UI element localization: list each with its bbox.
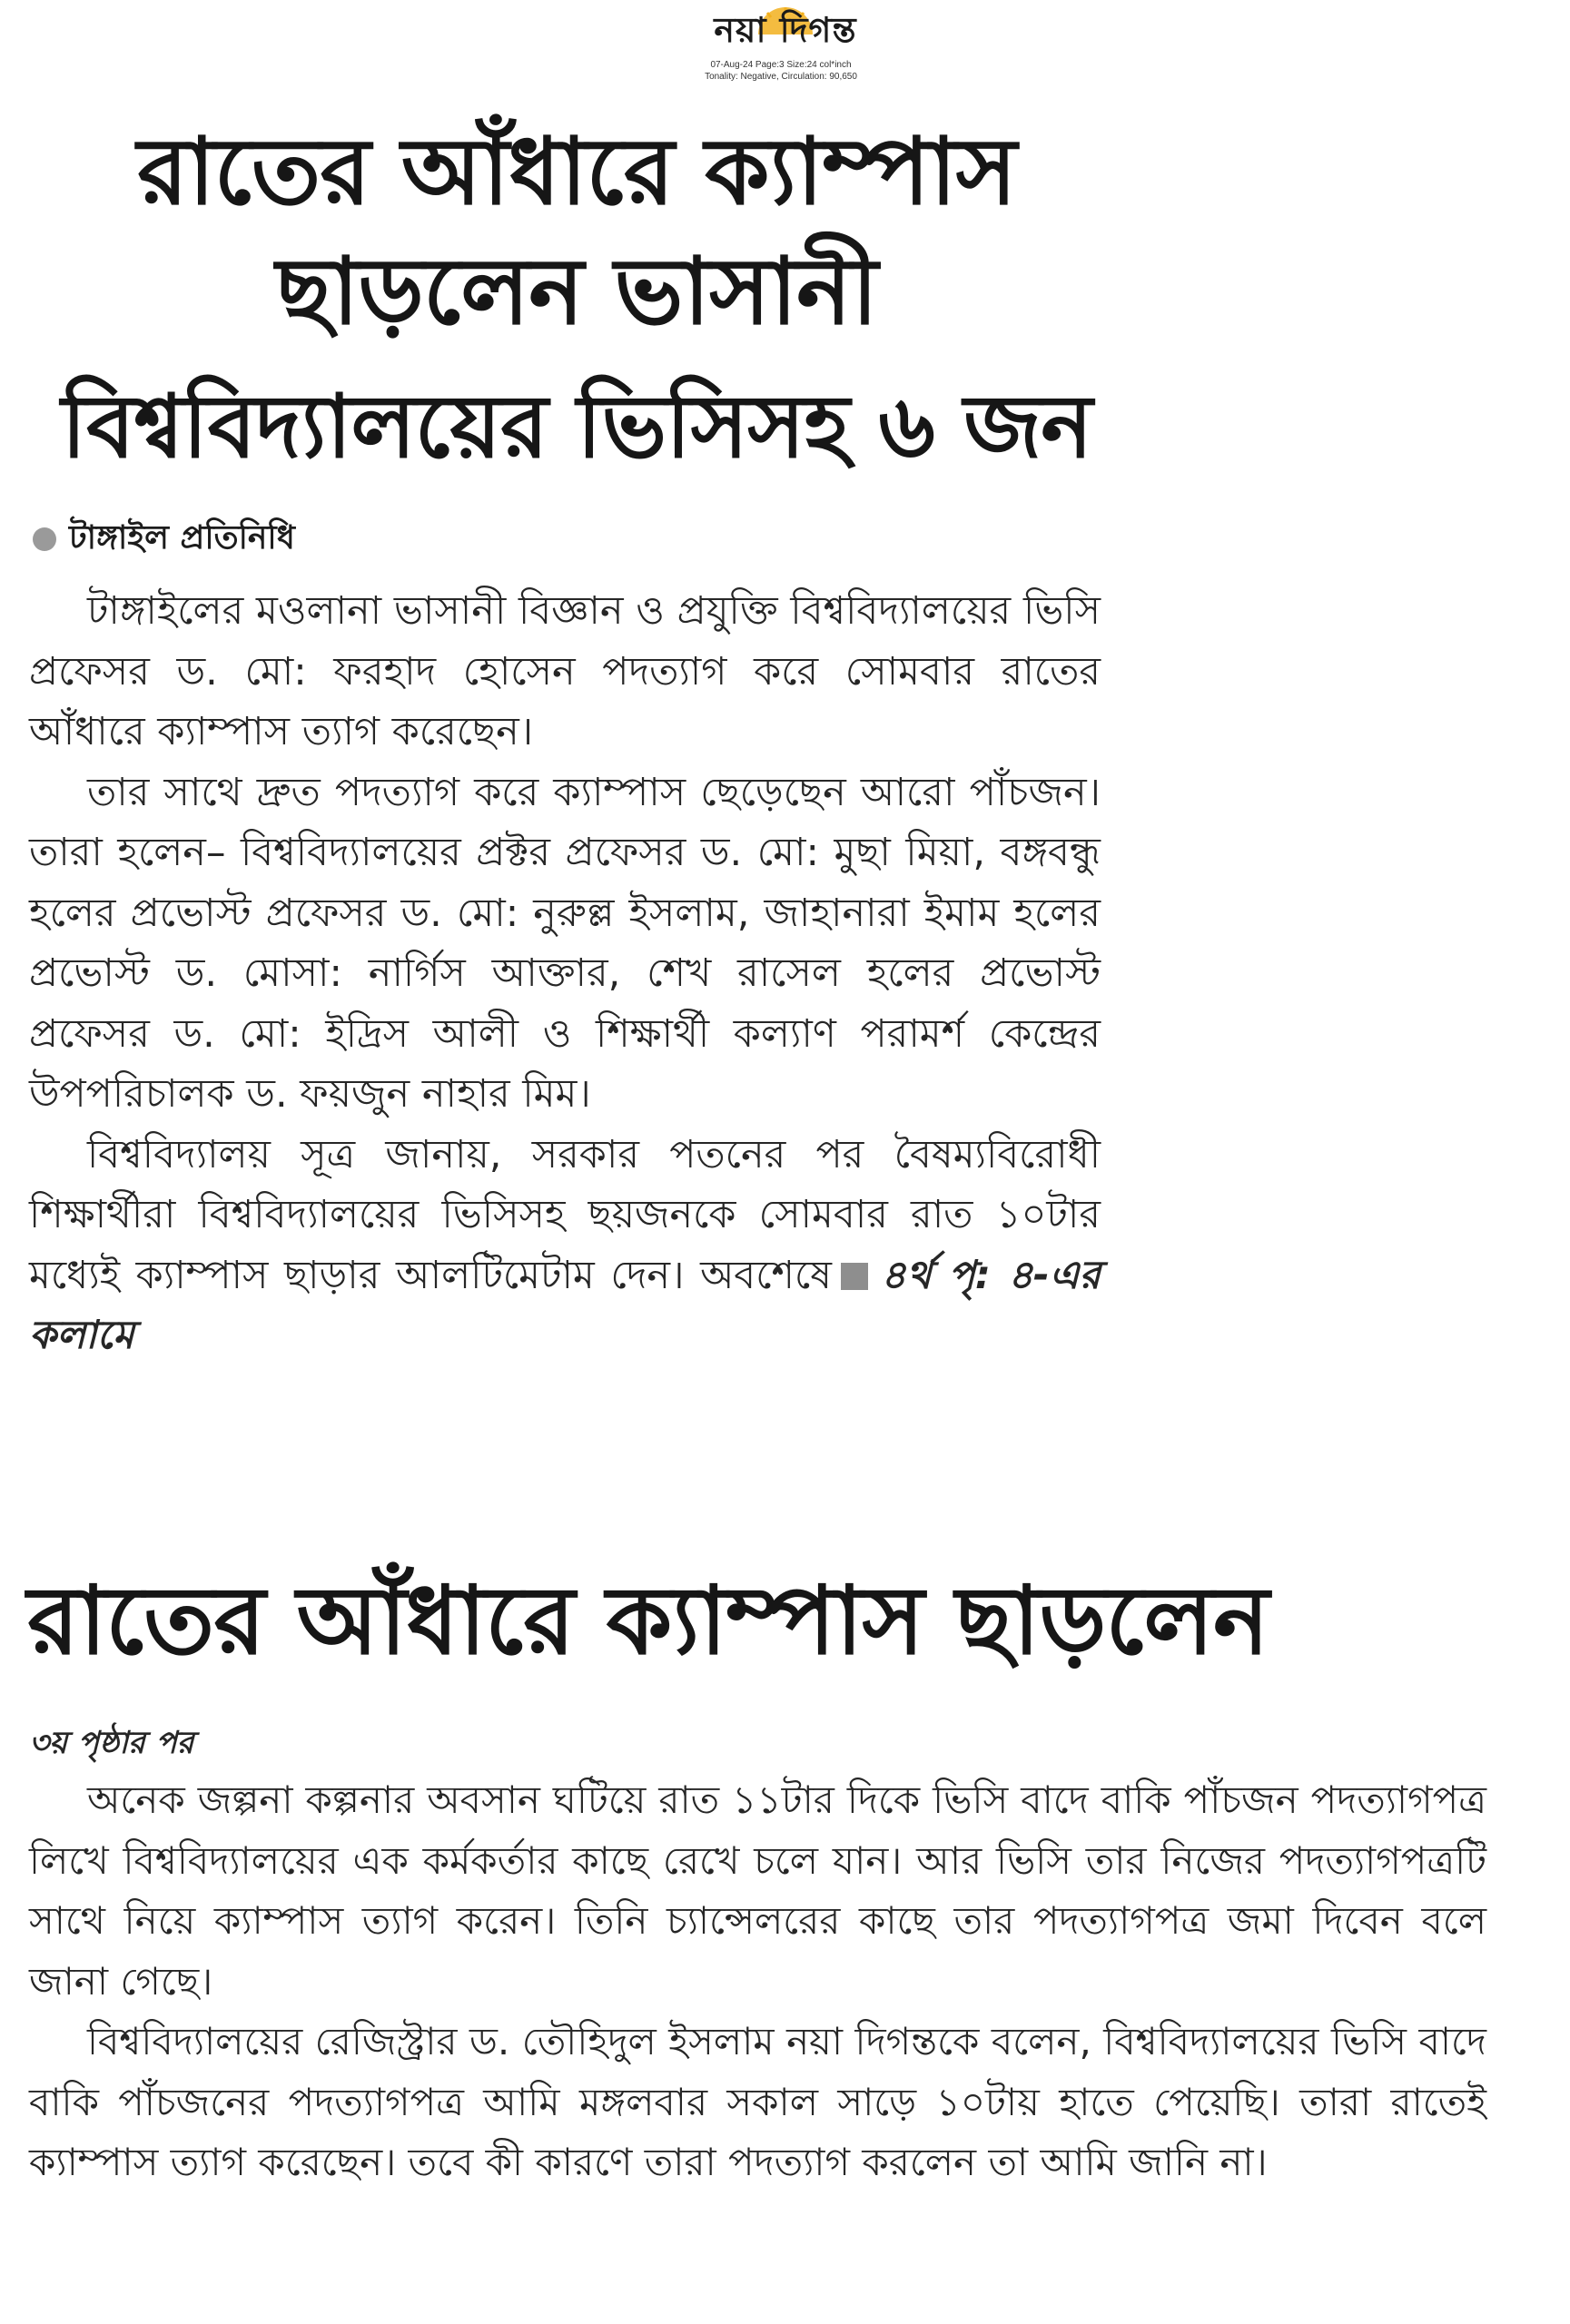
bullet-icon (33, 527, 56, 551)
continued-from-label: ৩য় পৃষ্ঠার পর (29, 1725, 194, 1761)
jump-reference: ৪র্থ পৃ: ৪-এর কলামে (29, 1252, 1101, 1358)
paragraph-text: বিশ্ববিদ্যালয় সূত্র জানায়, সরকার পতনের পর বৈষম্যবিরোধী শিক্ষার্থীরা বিশ্ববিদ্যালয়ের ভিসিসহ ছয়জনকে সোমবার রাত ১০টার মধ্যেই ক্যাম্পাস ছাড়ার আলটিমেটাম দেন। অবশেষে (29, 1131, 1101, 1298)
article-body (29, 581, 1101, 1366)
paragraph (29, 1125, 1101, 1366)
newspaper-name: নয়া দিগন্ত (714, 10, 857, 50)
newspaper-logo (686, 7, 885, 53)
byline-text: টাঙ্গাইল প্রতিনিধি (69, 519, 295, 556)
clipping-meta-line: 07-Aug-24 Page:3 Size:24 col*inch (710, 60, 852, 70)
article-headline-line: ছাড়লেন ভাসানী (275, 238, 878, 346)
article-headline-line: বিশ্ববিদ্যালয়ের ভিসিসহ ৬ জন (61, 376, 1092, 478)
paragraph: তার সাথে দ্রুত পদত্যাগ করে ক্যাম্পাস ছেড়েছেন আরো পাঁচজন। তারা হলেন– বিশ্ববিদ্যালয়ের প্রক্টর প্রফেসর ড. মো: মুছা মিয়া, বঙ্গবন্ধু হলের প্রভোস্ট প্রফেসর ড. মো: নুরুল্ল ইসলাম, জাহানারা ইমাম হলের প্রভোস্ট ড. মোসা: নার্গিস আক্তার, শেখ রাসেল হলের প্রভোস্ট প্রফেসর ড. মো: ইদ্রিস আলী ও শিক্ষার্থী কল্যাণ পরামর্শ কেন্দ্রের উপপরিচালক ড. ফয়জুন নাহার মিম। (29, 769, 1101, 1117)
paragraph: অনেক জল্পনা কল্পনার অবসান ঘটিয়ে রাত ১১টার দিকে ভিসি বাদে বাকি পাঁচজন পদত্যাগপত্র লিখে বিশ্ববিদ্যালয়ের এক কর্মকর্তার কাছে রেখে চলে যান। আর ভিসি তার নিজের পদত্যাগপত্রটি সাথে নিয়ে ক্যাম্পাস ত্যাগ করেন। তিনি চ্যান্সেলরের কাছে তার পদত্যাগপত্র জমা দিবেন বলে জানা গেছে। (29, 1777, 1486, 2004)
clipping-meta-line: Tonality: Negative, Circulation: 90,650 (705, 72, 857, 82)
continuation-body (29, 1770, 1486, 2193)
paragraph: বিশ্ববিদ্যালয়ের রেজিস্ট্রার ড. তৌহিদুল ইসলাম নয়া দিগন্তকে বলেন, বিশ্ববিদ্যালয়ের ভিসি বাদে বাকি পাঁচজনের পদত্যাগপত্র আমি মঙ্গলবার সকাল সাড়ে ১০টায় হাতে পেয়েছি। তারা রাতেই ক্যাম্পাস ত্যাগ করেছেন। তবে কী কারণে তারা পদত্যাগ করলেন তা আমি জানি না। (29, 2019, 1486, 2184)
article-headline-line: রাতের আঁধারে ক্যাম্পাস (137, 118, 1016, 226)
paragraph: টাঙ্গাইলের মওলানা ভাসানী বিজ্ঞান ও প্রযুক্তি বিশ্ববিদ্যালয়ের ভিসি প্রফেসর ড. মো: ফরহাদ হোসেন পদত্যাগ করে সোমবার রাতের আঁধারে ক্যাম্পাস ত্যাগ করেছেন। (29, 588, 1101, 754)
masthead (0, 0, 1570, 100)
byline (33, 516, 295, 561)
continuation-headline: রাতের আঁধারে ক্যাম্পাস ছাড়লেন (27, 1565, 1269, 1676)
continuation-marker-icon (841, 1263, 868, 1290)
